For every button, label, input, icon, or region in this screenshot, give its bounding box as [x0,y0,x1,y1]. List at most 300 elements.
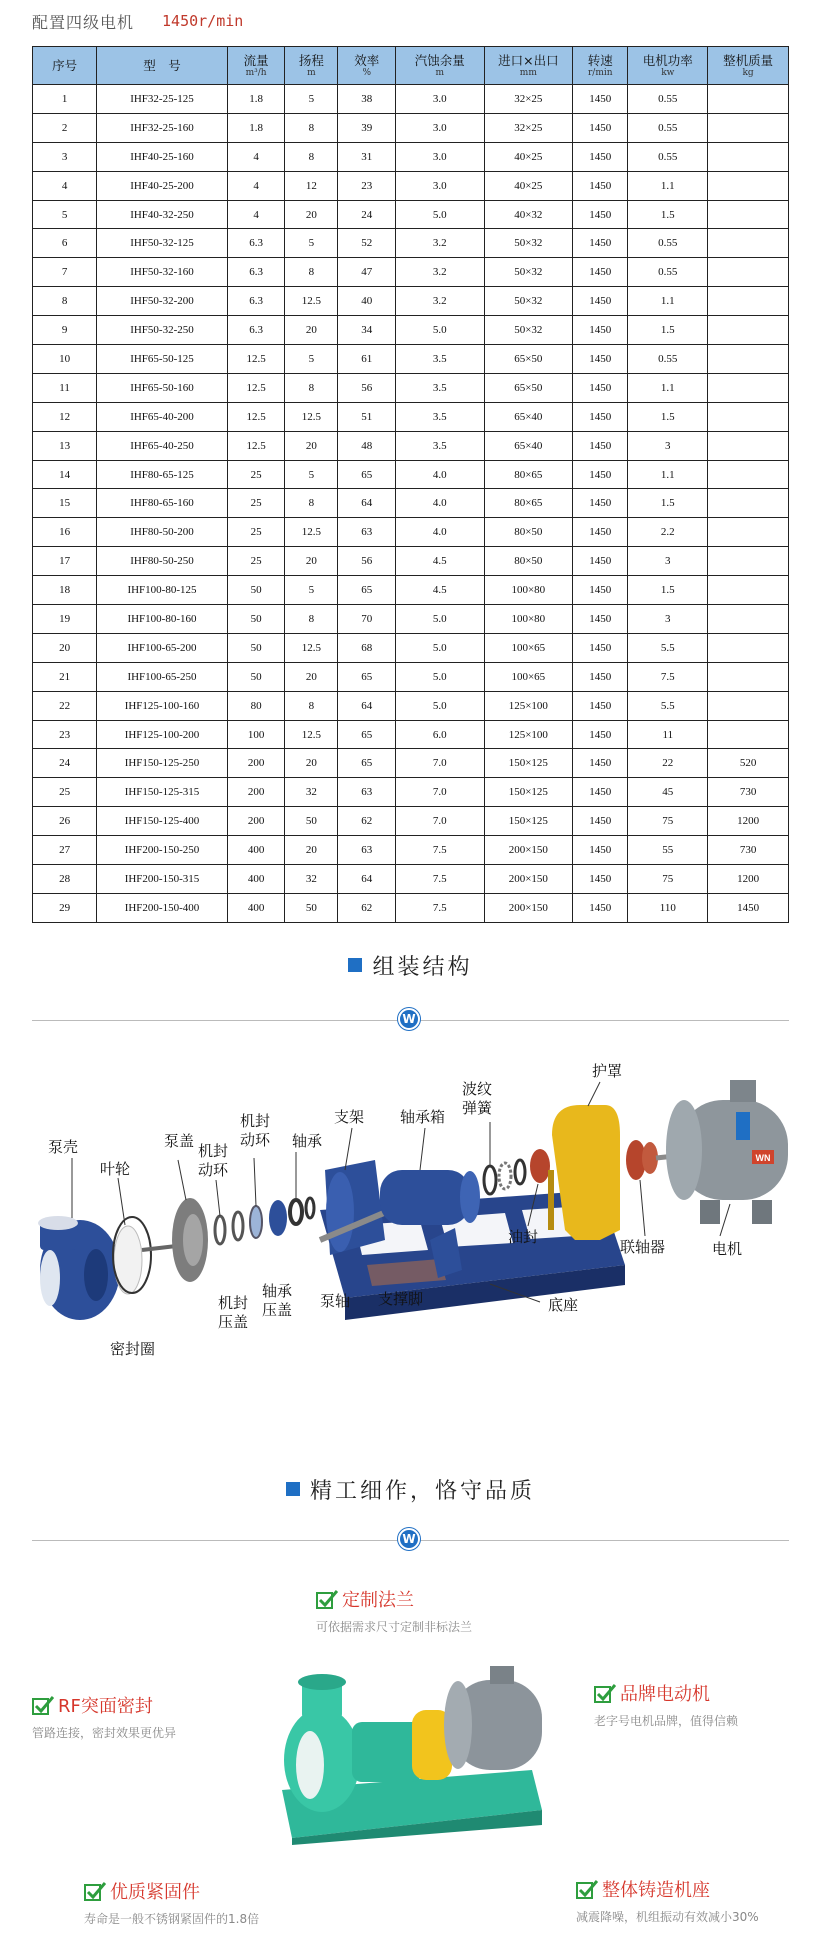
table-cell: 8 [285,113,338,142]
table-cell: 1450 [573,865,628,894]
table-cell: 40×25 [484,142,573,171]
column-header-label: 转速 [587,52,613,68]
table-cell: 1450 [573,836,628,865]
table-cell: 5 [285,460,338,489]
table-cell: IHF40-32-250 [97,200,228,229]
table-cell: 55 [628,836,708,865]
table-cell: IHF32-25-160 [97,113,228,142]
table-cell: 5.0 [396,316,485,345]
column-header-label: 序号 [52,58,78,73]
table-cell: 1450 [573,142,628,171]
checkbox-check-icon [316,1589,338,1609]
pump-cover-illustration [172,1198,208,1282]
callout-seal-static-ring: 机封 动环 [240,1112,271,1149]
table-cell: 1450 [573,113,628,142]
table-cell [708,373,789,402]
column-header-label: 效率 [354,52,380,68]
column-header [97,47,228,85]
table-row [33,807,789,836]
table-row [33,691,789,720]
table-cell: 150×125 [484,749,573,778]
table-cell: 1450 [573,576,628,605]
column-header-unit: kw [661,67,675,78]
table-cell: 50 [227,633,285,662]
table-cell: 1450 [573,691,628,720]
table-cell: 12.5 [227,402,285,431]
table-cell: 32×25 [484,113,573,142]
table-cell: 1450 [708,893,789,922]
table-cell [708,720,789,749]
table-cell: 200 [227,749,285,778]
table-cell: 1450 [573,460,628,489]
feature-cast-base [576,1876,759,1925]
table-row [33,576,789,605]
table-cell: 70 [338,605,396,634]
table-cell: 32 [285,865,338,894]
table-cell: 1.1 [628,373,708,402]
table-cell: 20 [285,662,338,691]
table-cell: 23 [33,720,97,749]
table-cell: 4 [33,171,97,200]
callout-support-foot: 支撑脚 [378,1290,424,1308]
table-cell: 7.5 [396,865,485,894]
callout-base: 底座 [548,1296,579,1314]
table-cell [708,662,789,691]
pump-unit-illustration [262,1660,562,1845]
column-header-unit: m³/h [245,67,267,78]
table-cell: 4.0 [396,518,485,547]
feature-brand-motor [594,1680,738,1729]
table-cell: 7.5 [396,893,485,922]
table-cell: 26 [33,807,97,836]
table-cell: 4.5 [396,576,485,605]
column-header-label: 进口×出口 [498,52,559,68]
table-cell: 5.0 [396,605,485,634]
table-cell: 20 [285,200,338,229]
table-cell: 0.55 [628,113,708,142]
table-cell: 0.55 [628,229,708,258]
table-cell: 3.0 [396,85,485,114]
column-header [33,47,97,85]
feature-title: 优质紧固件 [110,1882,200,1903]
table-cell [708,171,789,200]
table-cell: 1450 [573,431,628,460]
table-header-row [33,47,789,85]
table-cell [708,691,789,720]
table-cell: 1200 [708,807,789,836]
table-cell: IHF150-125-315 [97,778,228,807]
table-cell: 20 [285,316,338,345]
table-cell [708,287,789,316]
table-cell [708,229,789,258]
callout-wave-spring: 波纹 弹簧 [462,1080,493,1117]
table-cell: 12.5 [227,345,285,374]
table-cell: 65×40 [484,431,573,460]
table-cell: 38 [338,85,396,114]
table-cell: IHF125-100-160 [97,691,228,720]
table-cell: 4 [227,142,285,171]
table-cell: 150×125 [484,778,573,807]
table-cell: IHF100-65-200 [97,633,228,662]
table-cell: 11 [33,373,97,402]
table-cell [708,431,789,460]
table-cell [708,345,789,374]
table-cell: 1450 [573,258,628,287]
table-cell: 12.5 [285,287,338,316]
table-cell: 65 [338,662,396,691]
table-cell: IHF40-25-160 [97,142,228,171]
table-row [33,142,789,171]
table-cell: IHF100-80-160 [97,605,228,634]
table-cell: 3.2 [396,229,485,258]
table-cell: 75 [628,807,708,836]
table-cell: IHF40-25-200 [97,171,228,200]
table-cell: IHF150-125-400 [97,807,228,836]
table-row [33,547,789,576]
table-cell: 1450 [573,345,628,374]
table-row [33,460,789,489]
table-row [33,749,789,778]
table-cell: 15 [33,489,97,518]
table-cell: 48 [338,431,396,460]
table-cell: 6.3 [227,287,285,316]
feature-title: 定制法兰 [342,1590,414,1611]
table-cell: 4.0 [396,489,485,518]
column-header [484,47,573,85]
table-cell: IHF200-150-250 [97,836,228,865]
feature-desc: 可依据需求尺寸定制非标法兰 [316,1620,473,1634]
table-cell: 20 [285,547,338,576]
table-cell: 68 [338,633,396,662]
column-header [285,47,338,85]
table-cell: 20 [285,836,338,865]
table-cell: 100×65 [484,633,573,662]
table-cell: 400 [227,865,285,894]
table-cell: 12.5 [227,431,285,460]
column-header-unit: m [435,67,445,78]
table-cell: 1450 [573,547,628,576]
table-header-line [32,8,243,34]
table-cell: 12.5 [285,402,338,431]
table-cell [708,316,789,345]
feature-title: RF突面密封 [58,1696,153,1717]
table-cell: 25 [33,778,97,807]
table-cell: 80×50 [484,518,573,547]
motor-logo-text: WN [755,1153,771,1163]
table-row [33,113,789,142]
table-cell [708,142,789,171]
table-cell: 100×80 [484,605,573,634]
table-cell: 7.5 [396,836,485,865]
table-cell: 6.0 [396,720,485,749]
motor-config-title: 配置四级电机 [32,12,135,32]
table-cell: 65 [338,460,396,489]
assembly-title: 组装结构 [372,954,473,980]
square-bullet-icon [348,958,362,972]
table-cell: IHF65-40-250 [97,431,228,460]
table-cell: 12 [33,402,97,431]
callout-motor: 电机 [712,1240,743,1258]
table-cell: 400 [227,893,285,922]
table-cell: 1.5 [628,402,708,431]
table-cell: 12.5 [285,720,338,749]
table-cell: 1450 [573,287,628,316]
table-cell: 56 [338,547,396,576]
column-header-label: 流量 [243,52,269,68]
table-cell: 400 [227,836,285,865]
table-cell [708,576,789,605]
table-cell: 1450 [573,316,628,345]
table-cell: 12.5 [285,633,338,662]
table-cell: IHF125-100-200 [97,720,228,749]
table-cell [708,547,789,576]
table-cell: 27 [33,836,97,865]
checkbox-check-icon [84,1881,106,1901]
table-cell: 200×150 [484,893,573,922]
column-header-label: 整机质量 [723,52,774,68]
table-row [33,171,789,200]
table-cell: IHF100-65-250 [97,662,228,691]
table-cell: 29 [33,893,97,922]
table-cell: IHF32-25-125 [97,85,228,114]
table-cell: 3 [628,431,708,460]
quality-heading [0,1474,821,1504]
table-cell: 23 [338,171,396,200]
spec-table [32,46,789,923]
table-cell: 1450 [573,489,628,518]
table-row [33,720,789,749]
table-row [33,778,789,807]
table-cell: 52 [338,229,396,258]
exploded-diagram [0,1040,821,1420]
callout-seal-gland: 机封 压盖 [218,1294,249,1331]
table-cell: IHF80-65-125 [97,460,228,489]
table-cell: 63 [338,836,396,865]
table-cell [708,113,789,142]
table-cell: 1.5 [628,489,708,518]
table-cell: 28 [33,865,97,894]
table-row [33,229,789,258]
table-cell: 125×100 [484,691,573,720]
table-cell: 65 [338,576,396,605]
table-cell [708,258,789,287]
table-cell: 2.2 [628,518,708,547]
table-cell: 1450 [573,720,628,749]
table-cell: 1450 [573,893,628,922]
table-cell: 65 [338,749,396,778]
table-cell: 3.2 [396,287,485,316]
table-cell: IHF50-32-200 [97,287,228,316]
table-cell: 110 [628,893,708,922]
table-cell: 32 [285,778,338,807]
table-cell: IHF100-80-125 [97,576,228,605]
table-cell: 25 [227,547,285,576]
table-cell: 12.5 [227,373,285,402]
table-cell: 0.55 [628,258,708,287]
table-cell: 64 [338,865,396,894]
table-cell: 8 [285,142,338,171]
table-cell: 8 [285,489,338,518]
table-cell: 63 [338,778,396,807]
table-cell: 34 [338,316,396,345]
table-cell: 730 [708,778,789,807]
table-cell: 7 [33,258,97,287]
table-cell: 1.8 [227,113,285,142]
table-cell: 51 [338,402,396,431]
callout-seal-ring: 密封圈 [110,1340,156,1358]
feature-fasteners [84,1878,259,1927]
table-cell: 5.0 [396,691,485,720]
table-cell: 5.5 [628,691,708,720]
table-cell: 100×65 [484,662,573,691]
callout-pump-casing: 泵壳 [48,1138,79,1156]
table-cell: 61 [338,345,396,374]
table-cell: 200×150 [484,836,573,865]
table-cell: 8 [285,258,338,287]
table-cell: 7.0 [396,749,485,778]
table-cell: 10 [33,345,97,374]
table-cell: 5 [33,200,97,229]
table-cell: 1200 [708,865,789,894]
table-cell: 730 [708,836,789,865]
table-cell: 5.5 [628,633,708,662]
table-cell: 80×65 [484,489,573,518]
table-cell: 64 [338,691,396,720]
table-cell: 1.8 [227,85,285,114]
feature-custom-flange [316,1586,472,1635]
table-cell: IHF65-40-200 [97,402,228,431]
table-cell [708,633,789,662]
callout-seal-moving-ring: 机封 动环 [198,1142,229,1179]
callout-bearing-box: 轴承箱 [400,1108,446,1126]
square-bullet-icon [286,1482,300,1496]
table-cell: 7.0 [396,778,485,807]
table-cell: 21 [33,662,97,691]
table-cell: 80×50 [484,547,573,576]
feature-rf-seal [32,1692,176,1741]
table-cell: 65×50 [484,345,573,374]
table-cell: 8 [285,691,338,720]
table-cell: 6 [33,229,97,258]
table-cell: 5 [285,229,338,258]
table-cell: 1.5 [628,576,708,605]
bearing-box-illustration [380,1170,480,1225]
table-cell: 50×32 [484,316,573,345]
table-row [33,518,789,547]
table-cell: 1.1 [628,287,708,316]
table-body [33,85,789,923]
table-cell: 1450 [573,778,628,807]
table-row [33,836,789,865]
table-cell: 3.2 [396,258,485,287]
table-cell: 8 [285,605,338,634]
table-cell: IHF50-32-250 [97,316,228,345]
callout-bearing-gland: 轴承 压盖 [262,1282,293,1319]
column-header-unit: kg [742,67,754,78]
column-header-label: 扬程 [298,52,324,68]
table-cell: 6.3 [227,229,285,258]
table-cell: 1 [33,85,97,114]
table-cell: 8 [285,373,338,402]
table-cell: 0.55 [628,345,708,374]
table-cell: 5 [285,345,338,374]
table-cell: 25 [227,489,285,518]
table-cell: 25 [227,518,285,547]
checkbox-check-icon [594,1683,616,1703]
table-cell: 1450 [573,749,628,778]
callout-pump-shaft: 泵轴 [320,1292,351,1310]
table-cell [708,85,789,114]
table-cell: 150×125 [484,807,573,836]
feature-title: 整体铸造机座 [602,1880,710,1901]
table-cell [708,605,789,634]
table-cell: 64 [338,489,396,518]
feature-desc: 管路连接，密封效果更优异 [32,1726,177,1740]
table-cell: 50×32 [484,258,573,287]
table-cell: 125×100 [484,720,573,749]
table-cell: 65×40 [484,402,573,431]
column-header-label: 汽蚀余量 [414,52,465,68]
exploded-diagram-art [0,1040,821,1420]
table-cell: 100 [227,720,285,749]
table-cell: IHF80-50-250 [97,547,228,576]
table-cell: 1.5 [628,200,708,229]
w-logo-icon: W [398,1528,420,1550]
table-cell: 75 [628,865,708,894]
table-cell: IHF65-50-160 [97,373,228,402]
table-cell: 40×25 [484,171,573,200]
callout-impeller: 叶轮 [100,1160,131,1178]
motor-illustration [666,1080,788,1224]
feature-title: 品牌电动机 [620,1684,710,1705]
table-cell: 100×80 [484,576,573,605]
table-cell: 3.0 [396,171,485,200]
table-cell: 50 [227,576,285,605]
table-cell: 1450 [573,662,628,691]
table-row [33,489,789,518]
column-header [227,47,285,85]
w-logo-icon: W [398,1008,420,1030]
table-cell: 50×32 [484,229,573,258]
table-row [33,345,789,374]
column-header [628,47,708,85]
table-cell: 1.1 [628,171,708,200]
table-cell: 50 [285,807,338,836]
table-cell: 6.3 [227,258,285,287]
table-cell: 200 [227,807,285,836]
table-cell: 3 [628,547,708,576]
table-cell: 5.0 [396,662,485,691]
table-cell [708,489,789,518]
table-cell: 5.0 [396,633,485,662]
table-cell: IHF150-125-250 [97,749,228,778]
table-cell: 80 [227,691,285,720]
table-cell: 40 [338,287,396,316]
table-cell: 1.5 [628,316,708,345]
table-cell: 62 [338,807,396,836]
table-cell: 12.5 [285,518,338,547]
table-cell: 50 [227,605,285,634]
table-cell: 13 [33,431,97,460]
table-cell: 8 [33,287,97,316]
table-cell: 9 [33,316,97,345]
table-cell: 18 [33,576,97,605]
table-cell: 45 [628,778,708,807]
table-row [33,316,789,345]
table-row [33,402,789,431]
table-cell: 25 [227,460,285,489]
column-header [573,47,628,85]
